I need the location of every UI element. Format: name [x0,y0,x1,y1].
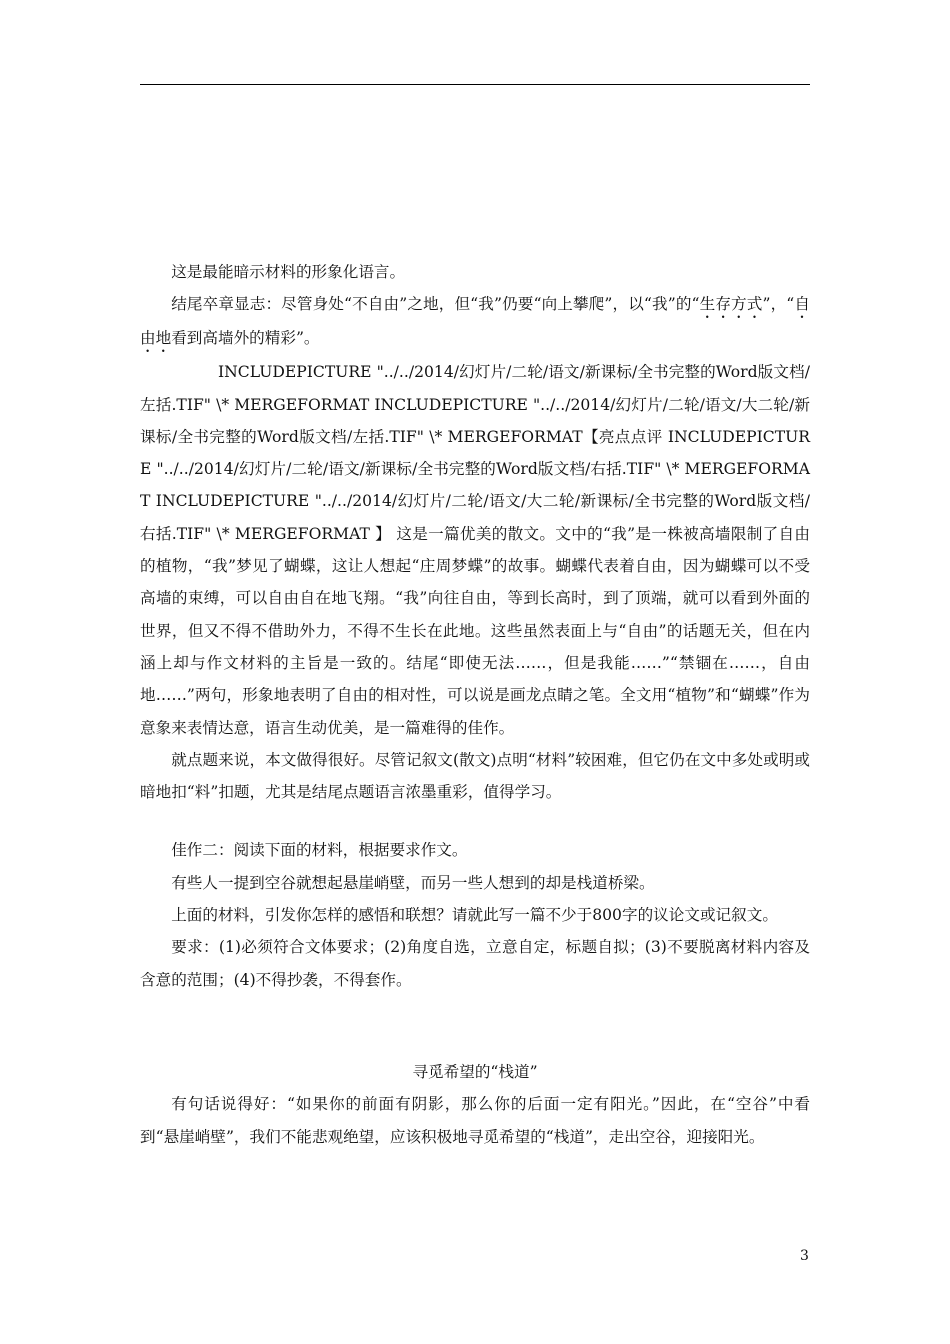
text-run: 结尾卒章显志：尽管身处“不自由”之地，但“我”仍要“向上攀爬”，以“我”的“ [171,295,700,314]
spacer [140,808,810,834]
paragraph-commentary: INCLUDEPICTURE "../../2014/幻灯片/二轮/语文/新课标/全书完整的Word版文档/左括.TIF" \* MERGEFORMAT INCLUDEPICTURE "../../2014/幻灯片/二轮/语文/大二轮/新课标/全书完整的Word版文档/左括.TIF" \* MERGEFORMAT【亮点点评 INCLUDEPICTURE "../../2014/幻灯片/二轮/语文/新课标/全书完整的Word版文档/右括.TIF" \* MERGEFORMAT INCLUDEPICTURE "../../2014/幻灯片/二轮/语文/大二轮/新课标/全书完整的Word版文档/右括.TIF" \* MERGEFORMAT 】 这是一篇优美的散文。文中的“我”是一株被高墙限制了自由的植物，“我”梦见了蝴蝶，这让人想起“庄周梦蝶”的故事。蝴蝶代表着自由，因为蝴蝶可以不受高墙的束缚，可以自由自在地飞翔。“我”向往自由，等到长高时，到了顶端，就可以看到外面的世界，但又不得不借助外力，不得不生长在此地。这些虽然表面上与“自由”的话题无关，但在内涵上却与作文材料的主旨是一致的。结尾“即使无法……，但是我能……”“禁锢在……，自由地……”两句，形象地表明了自由的相对性，可以说是画龙点睛之笔。全文用“植物”和“蝴蝶”作为意象来表情达意，语言生动优美，是一篇难得的佳作。 [140,363,810,737]
paragraph-ending [140,288,810,356]
text-run: ”，“ [762,295,795,314]
paragraph-essay: 有句话说得好：“如果你的前面有阴影，那么你的后面一定有阳光。”因此，在“空谷”中看到“悬崖峭壁”，我们不能悲观绝望，应该积极地寻觅希望的“栈道”，走出空谷，迎接阳光。 [140,1095,810,1146]
paragraph-prompt-heading: 佳作二：阅读下面的材料，根据要求作文。 [171,841,468,860]
paragraph-question: 上面的材料，引发你怎样的感悟和联想？请就此写一篇不少于800字的议论文或记叙文。 [171,906,778,925]
essay-title: 寻觅希望的“栈道” [412,1062,538,1081]
paragraph-material: 有些人一提到空谷就想起悬崖峭壁，而另一些人想到的却是栈道桥梁。 [171,873,655,892]
text-run: 看到高墙外的精彩”。 [171,329,320,348]
page-number: 3 [800,1248,809,1264]
paragraph-requirements: 要求：(1)必须符合文体要求；(2)角度自选，立意自定，标题自拟；(3)不要脱离材料内容及含意的范围；(4)不得抄袭，不得套作。 [140,938,810,989]
paragraph: 就点题来说，本文做得很好。尽管记叙文(散文)点明“材料”较困难，但它仍在文中多处或明或暗地扣“料”扣题，尤其是结尾点题语言浓墨重彩，值得学习。 [140,750,810,802]
emphasis-text: 生存方式 [699,295,763,314]
spacer [140,996,810,1056]
paragraph: 这是最能暗示材料的形象化语言。 [171,263,406,281]
document-body [140,256,810,1153]
header-rule [140,84,810,85]
emphasis-text: 自由地 [140,295,810,348]
